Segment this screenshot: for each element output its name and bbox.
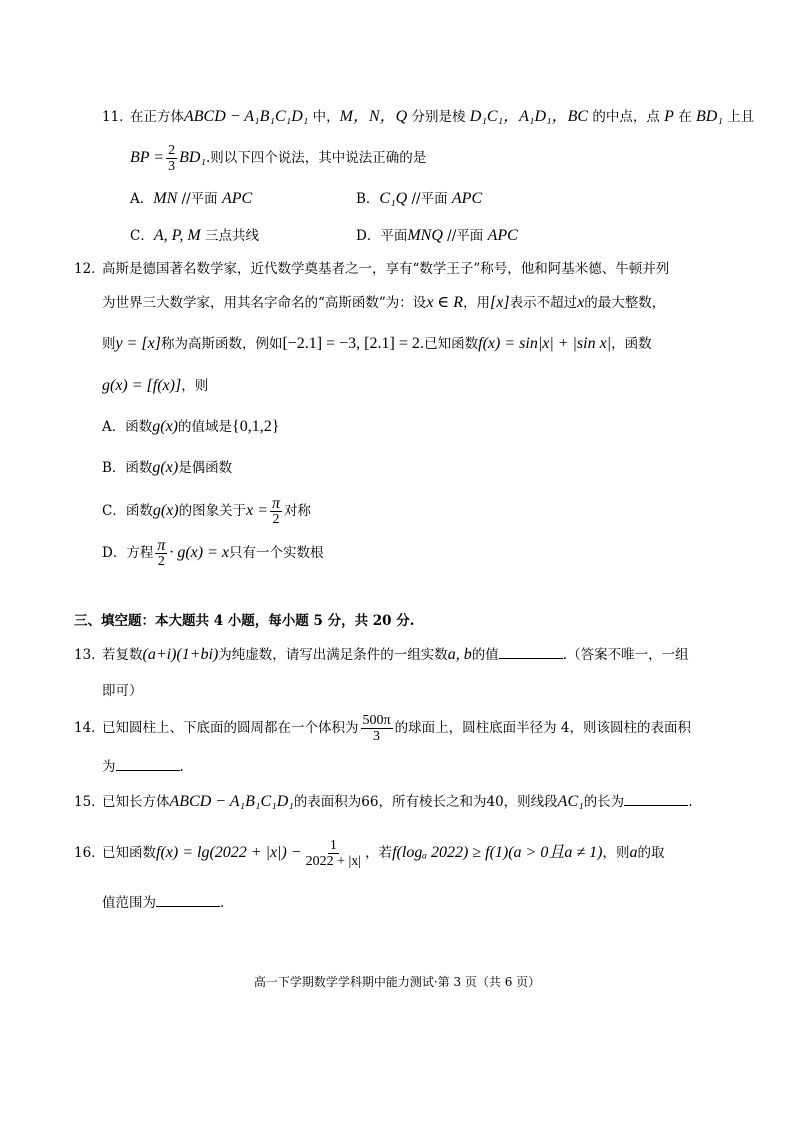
q12-option-a: A．函数g(x)的值域是{0,1,2} <box>102 418 280 435</box>
q12-line4: g(x) = [f(x)]，则 <box>102 377 209 394</box>
q13-line2: 即可） <box>102 683 143 699</box>
answer-blank[interactable] <box>156 892 220 907</box>
fraction: $\frac{1}{2022 + |x|}$ <box>305 838 362 869</box>
fraction: $\frac{\pi}{2}$ <box>272 495 281 527</box>
q16-line1: 16．已知函数f(x) = lg(2022 + |x|) − $\frac{1}{2022 + |x|}$ ，若f(logₐ 2022) ≥ f(1)(a > 0且a ≠ 1)，则a的取 <box>74 835 664 871</box>
q13-number: 13． <box>74 647 105 663</box>
section-title: 三、填空题：本大题共 4 小题，每小题 5 分，共 20 分. <box>74 613 415 629</box>
answer-blank[interactable] <box>499 644 563 659</box>
answer-blank[interactable] <box>116 756 180 771</box>
q12-line2: 为世界三大数学家，用其名字命名的“高斯函数”为：设x ∈ R，用[x]表示不超过x的最大整数， <box>102 294 666 311</box>
q14-line1: 14．已知圆柱上、下底面的圆周都在一个体积为 $\frac{500\pi}{3}$ 的球面上，圆柱底面半径为 4，则该圆柱的表面积 <box>74 710 691 746</box>
q14-line2: 为 . <box>102 756 184 778</box>
q11-line2: BP = $\frac{2}{3}$ BD₁.则以下四个说法，其中说法正确的是 <box>130 143 427 174</box>
fraction: $\frac{500\pi}{3}$ <box>362 713 391 744</box>
q11-option-a: A．MN //平面 APC <box>130 190 253 207</box>
q11-option-c: C．A, P, M 三点共线 <box>130 227 259 244</box>
q16-number: 16． <box>74 845 105 861</box>
answer-blank[interactable] <box>624 791 688 806</box>
q12-line1: 12．高斯是德国著名数学家，近代数学奠基者之一，享有“数学王子”称号，他和阿基米德、牛顿并列 <box>74 258 669 280</box>
q15-number: 15． <box>74 794 105 810</box>
q11-option-b: B．C₁Q //平面 APC <box>356 190 483 207</box>
fraction: $\frac{2}{3}$ <box>168 143 176 174</box>
q14-number: 14． <box>74 720 105 736</box>
q12-option-d: D．方程 $\frac{\pi}{2}$ · g(x) = x只有一个实数根 <box>102 537 324 569</box>
q12-option-b: B．函数g(x)是偶函数 <box>102 459 233 476</box>
cube-name: ABCD − A₁B₁C₁D₁ <box>184 108 309 125</box>
q16-line2: 值范围为 . <box>102 892 224 914</box>
q12-number: 12． <box>74 261 105 277</box>
page-footer: 高一下学期数学学科期中能力测试·第 3 页（共 6 页） <box>253 975 541 989</box>
q13-line1: 13．若复数(a+i)(1+bi)为纯虚数，请写出满足条件的一组实数a, b的值 .（答案不唯一，一组 <box>74 644 689 666</box>
q12-line3: 则y = [x]称为高斯函数，例如[−2.1] = −3, [2.1] = 2.已知函数f(x) = sin|x| + |sin x|，函数 <box>102 335 652 352</box>
fraction: $\frac{\pi}{2}$ <box>157 537 166 569</box>
q11-number: 11． <box>102 109 133 125</box>
q12-option-c: C．函数g(x)的图象关于x = $\frac{\pi}{2}$ 对称 <box>102 495 312 527</box>
q11-line1: 11．在正方体ABCD − A₁B₁C₁D₁ 中，M，N，Q 分别是棱 D₁C₁，A₁D₁，BC 的中点，点 P 在 BD₁ 上且 <box>102 106 754 128</box>
q15-line: 15．已知长方体ABCD − A₁B₁C₁D₁的表面积为66，所有棱长之和为40，则线段AC₁的长为 . <box>74 791 692 813</box>
q11-option-d: D．平面MNQ //平面 APC <box>356 227 518 244</box>
